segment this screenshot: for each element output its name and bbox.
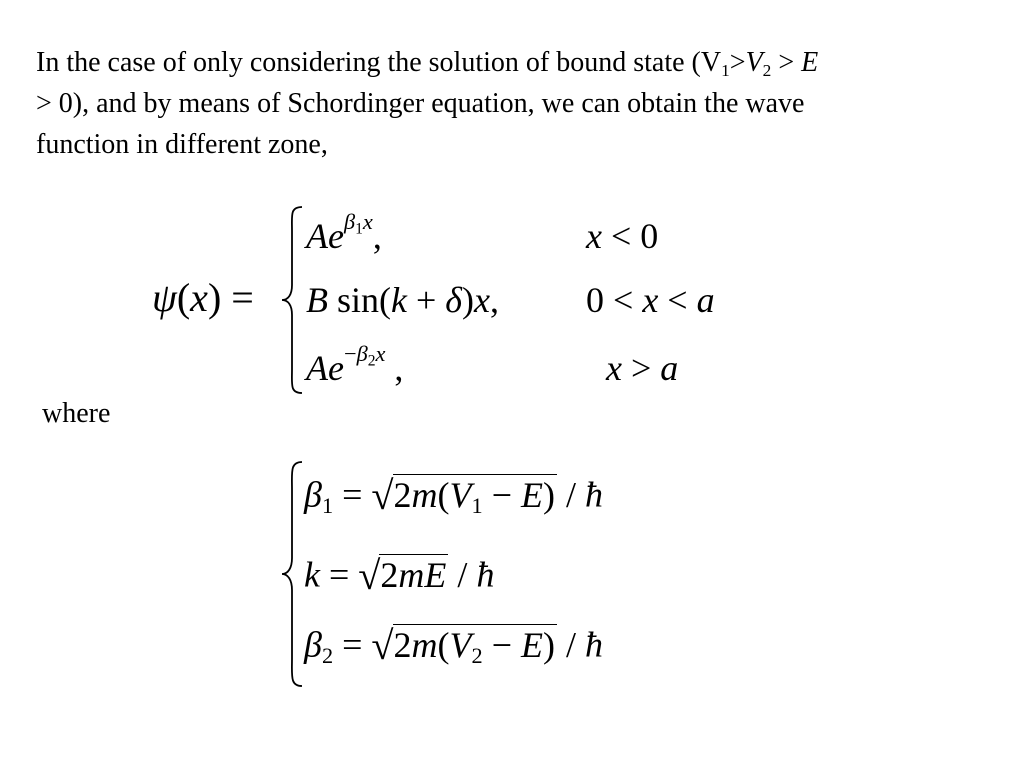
definition-beta1: $\beta_1 = √2m(V_1 - E)$ / ħ bbox=[304, 473, 604, 518]
wavefunction-case-3: $Ae^{-\beta_2x}$ , bbox=[306, 341, 404, 388]
definition-beta2: $\beta_2 = √2m(V_2 - E)$ / ħ bbox=[304, 623, 604, 668]
wavefunction-lhs: ψ(x) = bbox=[152, 275, 254, 320]
wavefunction-condition-3: x > a bbox=[606, 348, 679, 388]
wavefunction-brace bbox=[280, 205, 306, 395]
intro-line-3: function in different zone, bbox=[36, 129, 328, 160]
wavefunction-condition-2: 0 < x < a bbox=[586, 280, 715, 320]
definition-k: k = √2mE / ħ bbox=[304, 553, 495, 598]
intro-paragraph bbox=[36, 42, 996, 165]
intro-line-2: > 0), and by means of Schordinger equation, we can obtain the wave bbox=[36, 88, 805, 119]
intro-line-1: In the case of only considering the solution of bound state ($V_1>V_2 > E$ bbox=[36, 47, 819, 80]
wavefunction-condition-1: x < 0 bbox=[586, 216, 659, 256]
wavefunction-case-1: $Ae^{\beta_1x}$, bbox=[306, 209, 382, 256]
definitions-brace bbox=[280, 460, 306, 688]
where-label: where bbox=[42, 398, 111, 429]
wavefunction-case-2: B sin(k + δ)x, bbox=[306, 280, 500, 320]
